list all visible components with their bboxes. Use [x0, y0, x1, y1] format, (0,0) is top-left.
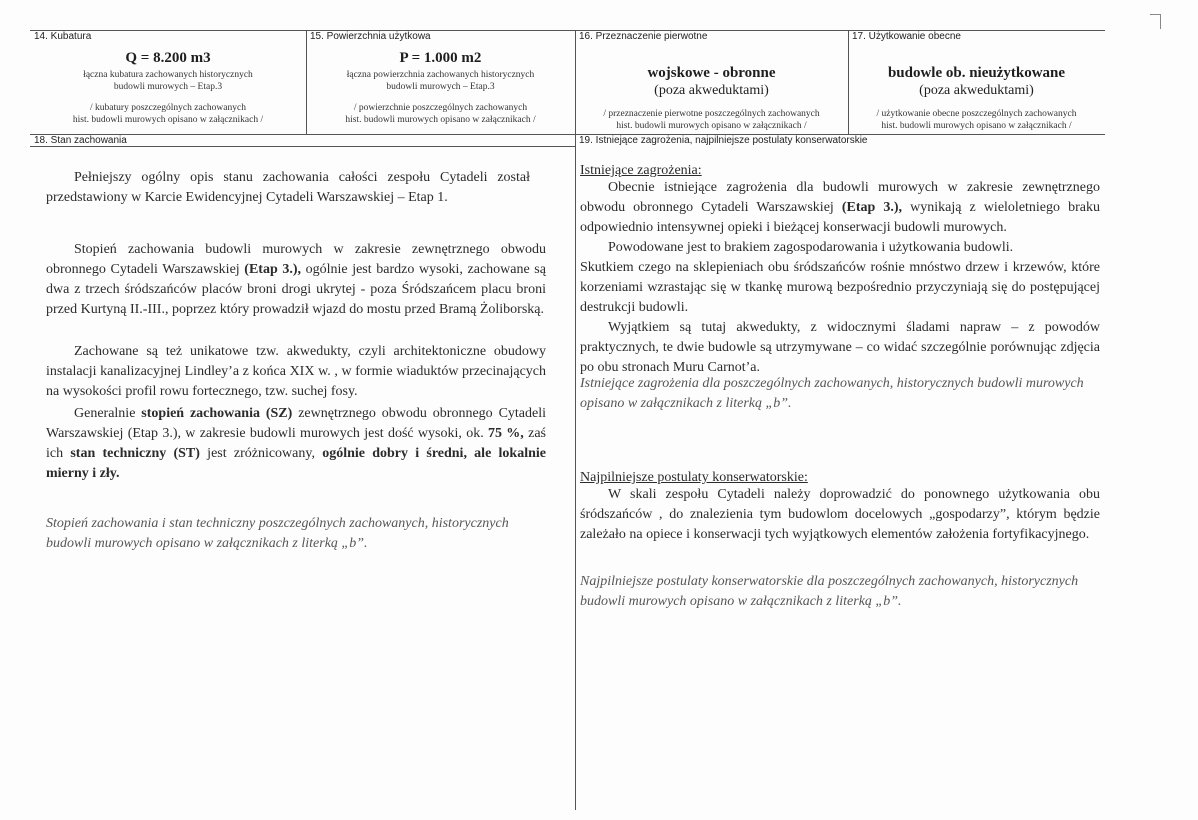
cell-15-note-2: budowli murowych – Etap.3 [386, 82, 495, 92]
cell-17-sub: (poza akweduktami) [919, 83, 1034, 98]
postulates-text [580, 485, 1100, 545]
postulates-italic-note [580, 572, 1100, 612]
cell-17-note-1: / użytkowanie obecne poszczególnych zachowanych [876, 109, 1077, 119]
paragraph-2: Zachowane są też unikatowe tzw. akwedukty, czyli architektoniczne obudowy instalacji kanalizacyjnej Lindley’a z końca XIX w. , w formie wiaduktów przecinających na wysokości profil rowu fortecznego, tzw. suchej fosy. [46, 344, 546, 399]
threats-paragraph-3: Skutkiem czego na sklepieniach obu śródszańców rośnie mnóstwo drzew i krzewów, które korzeniami wzrastając się w tkankę murową bezpośrednio przyczyniają się do postępującej destrukcji budowli. [580, 260, 1100, 315]
section-18-intro [46, 168, 530, 208]
cell-14-note-1: łączna kubatura zachowanych historycznych [83, 70, 253, 80]
threats-text [580, 178, 1100, 378]
section-18-label: 18. Stan zachowania [34, 135, 127, 146]
cell-15-label: 15. Powierzchnia użytkowa [310, 31, 431, 42]
cell-14-value: Q = 8.200 m3 [125, 50, 211, 66]
cell-16-note-2: hist. budowli murowych opisano w załącznikach / [616, 121, 807, 131]
corner-mark [1150, 14, 1161, 29]
paragraph-1: Stopień zachowania budowli murowych w zakresie zewnętrznego obwodu obronnego Cytadeli Warszawskiej (Etap 3.), ogólnie jest bardzo wysoki, zachowane są dwa z trzech śródszańców placów broni drogi ukrytej - poza Śródszańcem placu broni przed Kurtyną II.-III., poprzez który prowadził wjazd do mostu przed Bramą Żoliborską. [46, 242, 546, 317]
section-19-label: 19. Istniejące zagrożenia, najpilniejsze postulaty konserwatorskie [579, 135, 868, 146]
threats-italic-note [580, 374, 1100, 414]
intro-paragraph: Pełniejszy ogólny opis stanu zachowania całości zespołu Cytadeli został przedstawiony w Karcie Ewidencyjnej Cytadeli Warszawskiej – Etap 1. [46, 170, 530, 205]
cell-14-note-2: budowli murowych – Etap.3 [113, 82, 223, 92]
cell-17-value: budowle ob. nieużytkowane [887, 65, 1066, 81]
cell-14-label: 14. Kubatura [34, 31, 92, 42]
cell-16-note-1: / przeznaczenie pierwotne poszczególnych zachowanych [603, 109, 820, 119]
threats-heading: Istniejące zagrożenia: [580, 163, 702, 178]
cell-15-note-4: hist. budowli murowych opisano w załącznikach / [345, 115, 536, 125]
postulates-heading: Najpilniejsze postulaty konserwatorskie: [580, 470, 808, 485]
cell-15-note-1: łączna powierzchnia zachowanych historycznych [346, 70, 535, 80]
section-18-paragraph-3 [46, 404, 546, 484]
threats-paragraph-1: Obecnie istniejące zagrożenia dla budowli murowych w zakresie zewnętrznego obwodu obronnego Cytadeli Warszawskiej (Etap 3.), wynikają z wieloletniego braku odpowiednio intensywnej opieki i bieżącej konserwacji budowli murowych. [580, 180, 1100, 235]
cell-14-note-3: / kubatury poszczególnych zachowanych [90, 103, 246, 113]
cell-16-sub: (poza akweduktami) [654, 83, 769, 98]
cell-15-value: P = 1.000 m2 [399, 50, 482, 66]
threats-italic: Istniejące zagrożenia dla poszczególnych zachowanych, historycznych budowli murowych opisano w załącznikach z literką „b”. [580, 376, 1084, 411]
section-18-paragraph-1 [46, 240, 546, 320]
row-divider-left-2 [30, 146, 575, 147]
paragraph-3: Generalnie stopień zachowania (SZ) zewnętrznego obwodu obronnego Cytadeli Warszawskiej (Etap 3.), w zakresie budowli murowych jest dość wysoki, ok. 75 %, zaś ich stan techniczny (ST) jest zróżnicowany, ogólnie dobry i średni, ale lokalnie mierny i zły. [46, 406, 547, 481]
section-18-paragraph-2 [46, 342, 546, 402]
cell-17-note-2: hist. budowli murowych opisano w załącznikach / [881, 121, 1072, 131]
cell-15-note-3: / powierzchnie poszczególnych zachowanych [353, 103, 528, 113]
postulates-italic: Najpilniejsze postulaty konserwatorskie dla poszczególnych zachowanych, historycznych budowli murowych opisano w załącznikach z literką „b”. [580, 574, 1079, 609]
threats-paragraph-4: Wyjątkiem są tutaj akwedukty, z widocznymi śladami napraw – z powodów praktycznych, te dwie budowle są utrzymywane – co widać szczególnie porównując zdjęcia po obu stronach Muru Carnot’a. [580, 320, 1100, 375]
postulates-paragraph: W skali zespołu Cytadeli należy doprowadzić do ponownego użytkowania obu śródszańców , do znalezienia tym budowlom docelowych „gospodarzy”, którym będzie zależało na opiece i konserwacji tych wyjątkowych elementów założenia fortyfikacyjnego. [580, 487, 1100, 542]
italic-note: Stopień zachowania i stan techniczny poszczególnych zachowanych, historycznych budowli murowych opisano w załącznikach z literką „b”. [46, 516, 509, 551]
cell-14-note-4: hist. budowli murowych opisano w załącznikach / [72, 115, 264, 125]
cell-16-value: wojskowe - obronne [647, 65, 776, 81]
cell-16-label: 16. Przeznaczenie pierwotne [579, 31, 708, 42]
cell-17-label: 17. Użytkowanie obecne [852, 31, 961, 42]
col-divider-main [575, 30, 576, 810]
threats-paragraph-2: Powodowane jest to brakiem zagospodarowania i użytkowania budowli. [608, 240, 1014, 255]
section-18-italic-note [46, 514, 536, 554]
